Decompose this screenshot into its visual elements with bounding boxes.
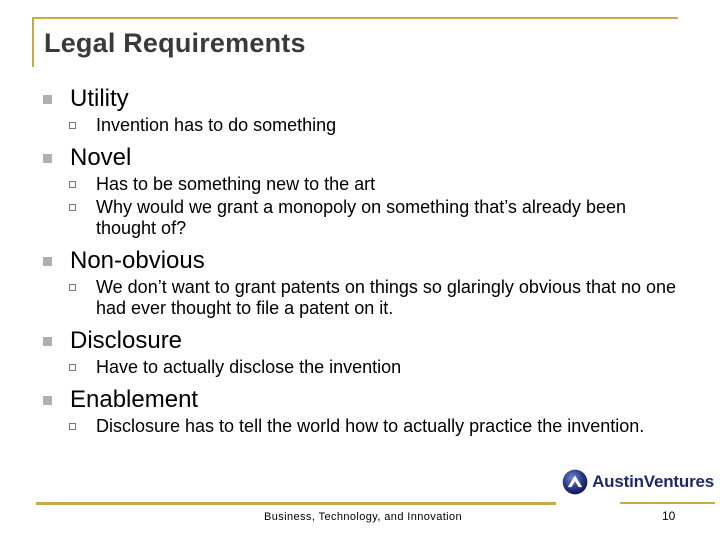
square-bullet-icon	[43, 337, 52, 346]
square-bullet-icon	[43, 396, 52, 405]
hollow-square-bullet-icon	[69, 423, 76, 430]
bullet-enablement	[40, 385, 680, 414]
hollow-square-bullet-icon	[69, 364, 76, 371]
logo-text: AustinVentures	[592, 472, 714, 491]
bullet-label: Disclosure	[70, 327, 183, 354]
bullet-utility	[40, 84, 680, 113]
sub-bullet-text: We don’t want to grant patents on things so glaringly obvious that no one had ever thought to file a patent on it.	[96, 277, 677, 318]
bullet-non-obvious	[40, 246, 680, 275]
frame-top-rule	[32, 17, 678, 19]
sub-bullet-text: Disclosure has to tell the world how to actually practice the invention.	[96, 416, 645, 436]
sub-bullet	[40, 277, 680, 319]
square-bullet-icon	[43, 257, 52, 266]
bullet-list	[40, 84, 680, 437]
austin-ventures-logo	[562, 462, 714, 502]
hollow-square-bullet-icon	[69, 284, 76, 291]
bullet-label: Enablement	[70, 386, 199, 413]
sub-bullet	[40, 174, 680, 195]
hollow-square-bullet-icon	[69, 181, 76, 188]
footer-text: Business, Technology, and Innovation	[264, 511, 463, 523]
hollow-square-bullet-icon	[69, 204, 76, 211]
hollow-square-bullet-icon	[69, 122, 76, 129]
bullet-novel	[40, 143, 680, 172]
sub-bullet	[40, 115, 680, 136]
bullet-label: Novel	[70, 144, 132, 171]
sub-bullet-text: Invention has to do something	[96, 115, 337, 135]
sub-bullet	[40, 197, 680, 239]
bullet-label: Non-obvious	[70, 247, 205, 274]
square-bullet-icon	[43, 154, 52, 163]
page-number: 10	[662, 509, 676, 523]
slide-title: Legal Requirements	[44, 28, 306, 58]
bullet-disclosure	[40, 326, 680, 355]
austin-ventures-logo-icon	[562, 464, 588, 500]
sub-bullet-text: Why would we grant a monopoly on something that’s already been thought of?	[96, 197, 626, 238]
square-bullet-icon	[43, 95, 52, 104]
sub-bullet-text: Has to be something new to the art	[96, 174, 376, 194]
footer-rule	[36, 502, 556, 505]
frame-left-rule	[32, 17, 34, 67]
footer-rule-right	[620, 502, 715, 504]
bullet-label: Utility	[70, 85, 129, 112]
sub-bullet-text: Have to actually disclose the invention	[96, 357, 402, 377]
sub-bullet	[40, 416, 680, 437]
sub-bullet	[40, 357, 680, 378]
